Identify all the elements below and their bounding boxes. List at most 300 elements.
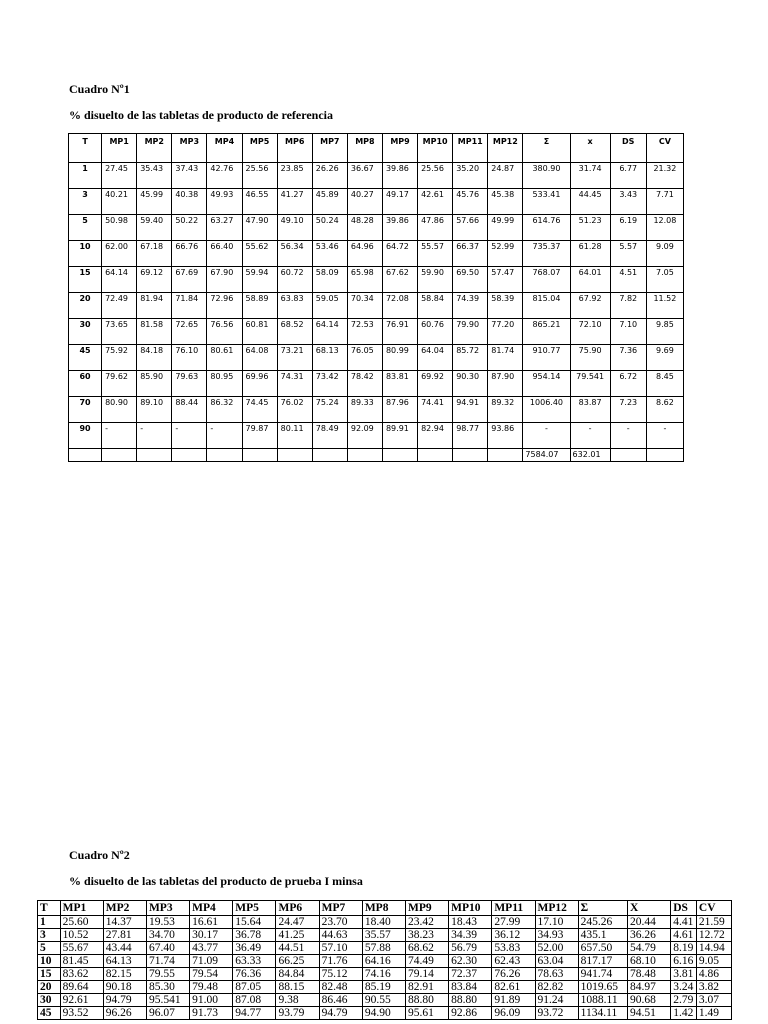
value-cell: 48.28 <box>347 215 382 241</box>
value-cell: 74.41 <box>418 397 453 423</box>
value-cell: 46.55 <box>242 189 277 215</box>
value-cell: 73.42 <box>312 371 347 397</box>
value-cell: 76.36 <box>233 968 276 981</box>
value-cell: 8.45 <box>646 371 683 397</box>
table-row <box>69 423 684 449</box>
value-cell: 1006.40 <box>523 397 570 423</box>
value-cell: 37.43 <box>172 163 207 189</box>
value-cell: 93.79 <box>276 1007 319 1020</box>
table-row <box>38 981 732 994</box>
value-cell: 66.40 <box>207 241 242 267</box>
value-cell: 47.86 <box>418 215 453 241</box>
value-cell: 94.91 <box>453 397 488 423</box>
value-cell: 74.39 <box>453 293 488 319</box>
column-header: MP11 <box>492 901 535 916</box>
value-cell: - <box>523 423 570 449</box>
value-cell: 79.90 <box>453 319 488 345</box>
value-cell: 75.12 <box>319 968 362 981</box>
column-header: Σ <box>523 134 570 163</box>
value-cell: 89.32 <box>488 397 523 423</box>
value-cell: 4.86 <box>696 968 731 981</box>
value-cell: 93.86 <box>488 423 523 449</box>
value-cell: 73.21 <box>277 345 312 371</box>
value-cell: 87.90 <box>488 371 523 397</box>
total-cell <box>347 449 382 462</box>
value-cell: 5.57 <box>610 241 646 267</box>
table2-header-row <box>38 901 732 916</box>
value-cell: 49.17 <box>382 189 417 215</box>
value-cell: 18.40 <box>362 916 405 929</box>
value-cell: 23.85 <box>277 163 312 189</box>
value-cell: 41.27 <box>277 189 312 215</box>
value-cell: 35.20 <box>453 163 488 189</box>
value-cell: 79.62 <box>102 371 137 397</box>
value-cell: 79.55 <box>146 968 189 981</box>
value-cell: 815.04 <box>523 293 570 319</box>
value-cell: 93.72 <box>535 1007 578 1020</box>
value-cell: 85.30 <box>146 981 189 994</box>
value-cell: 77.20 <box>488 319 523 345</box>
total-cell: 632.01 <box>570 449 610 462</box>
value-cell: 96.26 <box>103 1007 146 1020</box>
value-cell: 70.34 <box>347 293 382 319</box>
value-cell: 941.74 <box>578 968 627 981</box>
table-row <box>69 293 684 319</box>
value-cell: 36.12 <box>492 929 535 942</box>
value-cell: 69.50 <box>453 267 488 293</box>
column-header: MP1 <box>60 901 103 916</box>
value-cell: 3.07 <box>696 994 731 1007</box>
value-cell: 76.56 <box>207 319 242 345</box>
value-cell: 10.52 <box>60 929 103 942</box>
value-cell: 50.24 <box>312 215 347 241</box>
value-cell: 64.96 <box>347 241 382 267</box>
value-cell: 55.57 <box>418 241 453 267</box>
value-cell: 64.16 <box>362 955 405 968</box>
value-cell: 61.28 <box>570 241 610 267</box>
total-cell <box>418 449 453 462</box>
value-cell: 44.63 <box>319 929 362 942</box>
value-cell: 74.49 <box>405 955 448 968</box>
column-header: MP5 <box>233 901 276 916</box>
value-cell: 64.14 <box>312 319 347 345</box>
value-cell: 80.11 <box>277 423 312 449</box>
value-cell: 3.24 <box>671 981 697 994</box>
value-cell: 67.90 <box>207 267 242 293</box>
value-cell: 64.14 <box>102 267 137 293</box>
value-cell: 96.09 <box>492 1007 535 1020</box>
value-cell: 71.84 <box>172 293 207 319</box>
value-cell: 64.04 <box>418 345 453 371</box>
value-cell: 56.34 <box>277 241 312 267</box>
value-cell: - <box>610 423 646 449</box>
value-cell: 82.91 <box>405 981 448 994</box>
value-cell: 58.09 <box>312 267 347 293</box>
value-cell: 90.55 <box>362 994 405 1007</box>
value-cell: 23.42 <box>405 916 448 929</box>
total-cell <box>172 449 207 462</box>
value-cell: 85.19 <box>362 981 405 994</box>
column-header: X <box>628 901 671 916</box>
value-cell: 1.42 <box>671 1007 697 1020</box>
value-cell: 68.13 <box>312 345 347 371</box>
value-cell: 79.63 <box>172 371 207 397</box>
value-cell: 76.10 <box>172 345 207 371</box>
total-cell <box>207 449 242 462</box>
column-header: MP3 <box>172 134 207 163</box>
value-cell: 3.81 <box>671 968 697 981</box>
total-cell <box>312 449 347 462</box>
value-cell: 865.21 <box>523 319 570 345</box>
value-cell: 87.08 <box>233 994 276 1007</box>
value-cell: 7.10 <box>610 319 646 345</box>
column-header: MP8 <box>347 134 382 163</box>
value-cell: 66.25 <box>276 955 319 968</box>
value-cell: 94.90 <box>362 1007 405 1020</box>
value-cell: 95.61 <box>405 1007 448 1020</box>
value-cell: 64.08 <box>242 345 277 371</box>
value-cell: 79.14 <box>405 968 448 981</box>
total-cell <box>102 449 137 462</box>
column-header: MP10 <box>418 134 453 163</box>
value-cell: 67.62 <box>382 267 417 293</box>
value-cell: 76.91 <box>382 319 417 345</box>
value-cell: 84.84 <box>276 968 319 981</box>
column-header: MP12 <box>488 134 523 163</box>
time-cell: 1 <box>38 916 61 929</box>
value-cell: 3.82 <box>696 981 731 994</box>
value-cell: 2.79 <box>671 994 697 1007</box>
value-cell: 435.1 <box>578 929 627 942</box>
value-cell: 34.70 <box>146 929 189 942</box>
value-cell: 91.24 <box>535 994 578 1007</box>
value-cell: - <box>137 423 172 449</box>
column-header: MP1 <box>102 134 137 163</box>
value-cell: 910.77 <box>523 345 570 371</box>
value-cell: 49.99 <box>488 215 523 241</box>
value-cell: 89.10 <box>137 397 172 423</box>
table-row <box>38 955 732 968</box>
time-cell: 5 <box>69 215 102 241</box>
value-cell: 24.47 <box>276 916 319 929</box>
value-cell: 82.61 <box>492 981 535 994</box>
time-cell: 1 <box>69 163 102 189</box>
table2-title: Cuadro Nº2 <box>69 848 130 862</box>
value-cell: 50.22 <box>172 215 207 241</box>
time-cell: 20 <box>38 981 61 994</box>
total-cell: 7584.07 <box>523 449 570 462</box>
value-cell: 31.74 <box>570 163 610 189</box>
value-cell: 89.64 <box>60 981 103 994</box>
value-cell: 36.78 <box>233 929 276 942</box>
table-row <box>69 163 684 189</box>
total-cell <box>69 449 102 462</box>
total-cell <box>137 449 172 462</box>
value-cell: 72.96 <box>207 293 242 319</box>
value-cell: 63.83 <box>277 293 312 319</box>
table1-dissolution-reference <box>68 133 684 462</box>
value-cell: 44.51 <box>276 942 319 955</box>
value-cell: 91.73 <box>190 1007 233 1020</box>
value-cell: 45.99 <box>137 189 172 215</box>
column-header: MP9 <box>405 901 448 916</box>
value-cell: 62.30 <box>449 955 492 968</box>
table-row <box>38 929 732 942</box>
table-row <box>69 267 684 293</box>
value-cell: 54.79 <box>628 942 671 955</box>
value-cell: 94.77 <box>233 1007 276 1020</box>
value-cell: 81.58 <box>137 319 172 345</box>
value-cell: 69.12 <box>137 267 172 293</box>
value-cell: 44.45 <box>570 189 610 215</box>
value-cell: 58.39 <box>488 293 523 319</box>
value-cell: 76.26 <box>492 968 535 981</box>
value-cell: 34.39 <box>449 929 492 942</box>
column-header: MP11 <box>453 134 488 163</box>
value-cell: 94.79 <box>103 994 146 1007</box>
table1-subtitle: % disuelto de las tabletas de producto de referencia <box>69 108 333 122</box>
column-header: MP4 <box>207 134 242 163</box>
value-cell: 614.76 <box>523 215 570 241</box>
total-cell <box>488 449 523 462</box>
table-row <box>69 397 684 423</box>
value-cell: 55.62 <box>242 241 277 267</box>
value-cell: 62.00 <box>102 241 137 267</box>
value-cell: 96.07 <box>146 1007 189 1020</box>
column-header: CV <box>696 901 731 916</box>
value-cell: 27.45 <box>102 163 137 189</box>
value-cell: 67.40 <box>146 942 189 955</box>
value-cell: 9.69 <box>646 345 683 371</box>
value-cell: 83.87 <box>570 397 610 423</box>
value-cell: 6.77 <box>610 163 646 189</box>
table1-title: Cuadro Nº1 <box>69 82 130 96</box>
table2-subtitle: % disuelto de las tabletas del producto de prueba I minsa <box>69 874 363 888</box>
value-cell: 380.90 <box>523 163 570 189</box>
value-cell: 53.46 <box>312 241 347 267</box>
time-cell: 15 <box>38 968 61 981</box>
value-cell: 39.86 <box>382 215 417 241</box>
value-cell: 78.63 <box>535 968 578 981</box>
value-cell: 98.77 <box>453 423 488 449</box>
table-row <box>69 319 684 345</box>
value-cell: 78.42 <box>347 371 382 397</box>
value-cell: 12.72 <box>696 929 731 942</box>
value-cell: 76.05 <box>347 345 382 371</box>
value-cell: 60.72 <box>277 267 312 293</box>
table-row <box>69 371 684 397</box>
value-cell: 15.64 <box>233 916 276 929</box>
value-cell: 68.10 <box>628 955 671 968</box>
value-cell: 51.23 <box>570 215 610 241</box>
value-cell: 74.31 <box>277 371 312 397</box>
value-cell: 20.44 <box>628 916 671 929</box>
value-cell: 40.38 <box>172 189 207 215</box>
value-cell: 93.52 <box>60 1007 103 1020</box>
time-cell: 15 <box>69 267 102 293</box>
value-cell: - <box>646 423 683 449</box>
value-cell: 45.38 <box>488 189 523 215</box>
value-cell: 17.10 <box>535 916 578 929</box>
value-cell: 8.62 <box>646 397 683 423</box>
table-row <box>38 968 732 981</box>
value-cell: 80.61 <box>207 345 242 371</box>
value-cell: 4.51 <box>610 267 646 293</box>
value-cell: 83.81 <box>382 371 417 397</box>
time-cell: 10 <box>38 955 61 968</box>
column-header: T <box>38 901 61 916</box>
value-cell: 74.45 <box>242 397 277 423</box>
value-cell: 55.67 <box>60 942 103 955</box>
column-header: MP10 <box>449 901 492 916</box>
value-cell: 7.36 <box>610 345 646 371</box>
value-cell: 88.15 <box>276 981 319 994</box>
value-cell: 59.90 <box>418 267 453 293</box>
value-cell: 657.50 <box>578 942 627 955</box>
time-cell: 30 <box>38 994 61 1007</box>
value-cell: 87.05 <box>233 981 276 994</box>
value-cell: 6.16 <box>671 955 697 968</box>
time-cell: 30 <box>69 319 102 345</box>
value-cell: 39.86 <box>382 163 417 189</box>
value-cell: 11.52 <box>646 293 683 319</box>
value-cell: 87.96 <box>382 397 417 423</box>
value-cell: 65.98 <box>347 267 382 293</box>
column-header: MP3 <box>146 901 189 916</box>
value-cell: 64.13 <box>103 955 146 968</box>
column-header: x <box>570 134 610 163</box>
value-cell: 79.54 <box>190 968 233 981</box>
total-cell <box>277 449 312 462</box>
table1-header-row <box>69 134 684 163</box>
value-cell: 53.83 <box>492 942 535 955</box>
value-cell: 75.24 <box>312 397 347 423</box>
value-cell: 62.43 <box>492 955 535 968</box>
value-cell: 89.33 <box>347 397 382 423</box>
value-cell: 25.60 <box>60 916 103 929</box>
value-cell: 80.99 <box>382 345 417 371</box>
value-cell: 69.96 <box>242 371 277 397</box>
value-cell: 38.23 <box>405 929 448 942</box>
column-header: MP6 <box>277 134 312 163</box>
column-header: T <box>69 134 102 163</box>
column-header: Σ <box>578 901 627 916</box>
value-cell: 4.41 <box>671 916 697 929</box>
value-cell: 34.93 <box>535 929 578 942</box>
value-cell: 81.74 <box>488 345 523 371</box>
value-cell: 12.08 <box>646 215 683 241</box>
value-cell: 50.98 <box>102 215 137 241</box>
value-cell: 66.37 <box>453 241 488 267</box>
value-cell: 9.38 <box>276 994 319 1007</box>
table2-dissolution-test-product <box>37 900 732 1020</box>
value-cell: 8.19 <box>671 942 697 955</box>
value-cell: 88.44 <box>172 397 207 423</box>
value-cell: 88.80 <box>405 994 448 1007</box>
value-cell: 59.94 <box>242 267 277 293</box>
value-cell: 9.09 <box>646 241 683 267</box>
value-cell: 90.18 <box>103 981 146 994</box>
value-cell: 43.77 <box>190 942 233 955</box>
value-cell: 63.33 <box>233 955 276 968</box>
value-cell: 69.92 <box>418 371 453 397</box>
column-header: MP7 <box>319 901 362 916</box>
value-cell: 60.76 <box>418 319 453 345</box>
table-row <box>69 189 684 215</box>
value-cell: 42.61 <box>418 189 453 215</box>
value-cell: 74.16 <box>362 968 405 981</box>
total-cell <box>646 449 683 462</box>
value-cell: 72.49 <box>102 293 137 319</box>
total-cell <box>610 449 646 462</box>
value-cell: 735.37 <box>523 241 570 267</box>
value-cell: 81.94 <box>137 293 172 319</box>
time-cell: 3 <box>38 929 61 942</box>
value-cell: 79.87 <box>242 423 277 449</box>
column-header: MP4 <box>190 901 233 916</box>
value-cell: 533.41 <box>523 189 570 215</box>
value-cell: 25.56 <box>418 163 453 189</box>
value-cell: 91.89 <box>492 994 535 1007</box>
value-cell: 85.72 <box>453 345 488 371</box>
time-cell: 60 <box>69 371 102 397</box>
total-row <box>69 449 684 462</box>
value-cell: 45.76 <box>453 189 488 215</box>
value-cell: 83.62 <box>60 968 103 981</box>
time-cell: 20 <box>69 293 102 319</box>
value-cell: 1088.11 <box>578 994 627 1007</box>
value-cell: - <box>172 423 207 449</box>
value-cell: 85.90 <box>137 371 172 397</box>
value-cell: 1019.65 <box>578 981 627 994</box>
value-cell: 72.65 <box>172 319 207 345</box>
value-cell: 68.62 <box>405 942 448 955</box>
value-cell: 75.90 <box>570 345 610 371</box>
value-cell: 88.80 <box>449 994 492 1007</box>
value-cell: 9.05 <box>696 955 731 968</box>
value-cell: 1.49 <box>696 1007 731 1020</box>
value-cell: 60.81 <box>242 319 277 345</box>
total-cell <box>453 449 488 462</box>
value-cell: 78.48 <box>628 968 671 981</box>
value-cell: 92.86 <box>449 1007 492 1020</box>
time-cell: 45 <box>69 345 102 371</box>
time-cell: 45 <box>38 1007 61 1020</box>
value-cell: 80.90 <box>102 397 137 423</box>
table-row <box>69 215 684 241</box>
value-cell: 79.48 <box>190 981 233 994</box>
value-cell: 95.541 <box>146 994 189 1007</box>
value-cell: 49.93 <box>207 189 242 215</box>
value-cell: 23.70 <box>319 916 362 929</box>
value-cell: 49.10 <box>277 215 312 241</box>
time-cell: 90 <box>69 423 102 449</box>
table-row <box>38 1007 732 1020</box>
value-cell: 80.95 <box>207 371 242 397</box>
value-cell: 63.04 <box>535 955 578 968</box>
value-cell: 41.25 <box>276 929 319 942</box>
value-cell: - <box>207 423 242 449</box>
value-cell: - <box>570 423 610 449</box>
value-cell: 82.48 <box>319 981 362 994</box>
column-header: MP5 <box>242 134 277 163</box>
value-cell: 7.23 <box>610 397 646 423</box>
value-cell: 36.67 <box>347 163 382 189</box>
value-cell: 7.71 <box>646 189 683 215</box>
value-cell: 81.45 <box>60 955 103 968</box>
value-cell: 42.76 <box>207 163 242 189</box>
value-cell: 78.49 <box>312 423 347 449</box>
